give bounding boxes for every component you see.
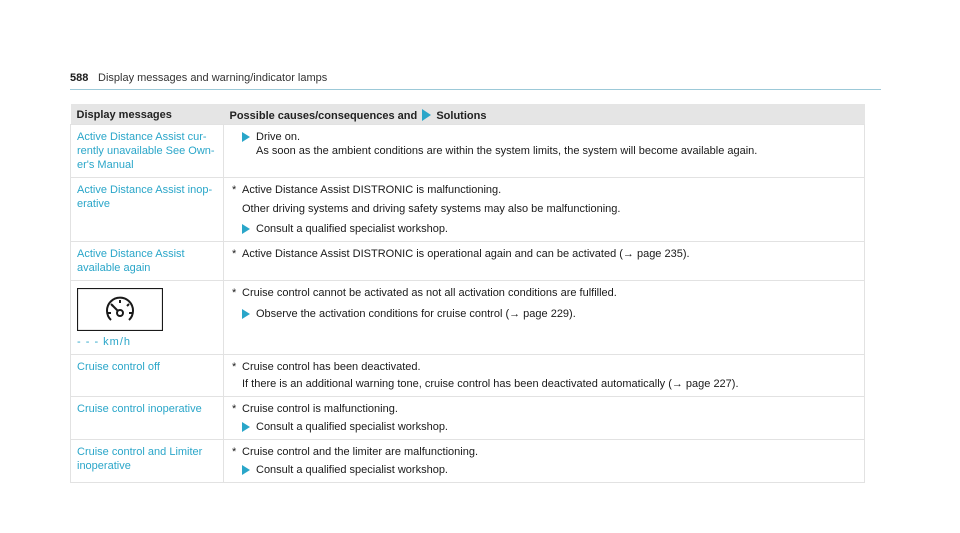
bullet-star: *: [232, 287, 237, 299]
solution-text: Consult a qualified specialist workshop.: [256, 223, 448, 235]
message-line: Cruise control inoperative: [77, 403, 202, 415]
solution-arrow-icon: [242, 422, 250, 432]
message-line: rently unavailable See Own-: [77, 145, 215, 157]
cause-text: Cruise control and the limiter are malfunctioning.: [242, 446, 479, 458]
cause-item: [230, 402, 858, 416]
col-header-causes-label: Possible causes/consequences and: [229, 109, 418, 122]
solution-text: Observe the activation conditions for cruise control (→ page 229).: [256, 308, 576, 320]
solution-arrow-icon: [242, 309, 250, 319]
message-line: er's Manual: [77, 159, 134, 171]
cause-item: [230, 360, 858, 374]
table-row: [71, 178, 865, 242]
message-line: Active Distance Assist inop-: [77, 184, 213, 196]
solution-item: [230, 222, 858, 236]
solution-arrow-icon: [422, 109, 431, 121]
col-header-messages: Display messages: [71, 104, 224, 125]
speed-readout: - - - km/h: [77, 336, 131, 348]
solution-item: [230, 130, 858, 158]
solution-text: Consult a qualified specialist workshop.: [256, 421, 448, 433]
causes-cell: [224, 178, 865, 242]
col-header-causes: [224, 104, 865, 125]
causes-cell: [224, 242, 865, 281]
solution-arrow-icon: [242, 132, 250, 142]
message-cell: [71, 355, 224, 397]
causes-cell: [224, 440, 865, 483]
solution-arrow-icon: [242, 465, 250, 475]
bullet-star: *: [232, 403, 237, 415]
cause-text: Cruise control has been deactivated.: [242, 361, 421, 373]
solution-text: Drive on.: [256, 131, 301, 143]
table-row: [71, 355, 865, 397]
table-row: [71, 125, 865, 178]
table-header-row: [71, 104, 865, 125]
solution-text: As soon as the ambient conditions are within the system limits, the system will become available again.: [256, 145, 758, 157]
message-cell: [71, 242, 224, 281]
note-text: If there is an additional warning tone, cruise control has been deactivated automatically (→ page 227).: [242, 378, 739, 390]
bullet-star: *: [232, 361, 237, 373]
page-number: 588: [70, 72, 89, 84]
message-line: erative: [77, 198, 111, 210]
page-header: [70, 72, 881, 90]
solution-item: [230, 463, 858, 477]
cause-item: [230, 183, 858, 197]
cause-item: [230, 247, 858, 261]
message-line: Cruise control and Limiter: [77, 446, 203, 458]
solution-item: [230, 307, 858, 321]
bullet-star: *: [232, 184, 237, 196]
causes-cell: [224, 355, 865, 397]
solution-arrow-icon: [242, 224, 250, 234]
bullet-star: *: [232, 248, 237, 260]
page-title: Display messages and warning/indicator lamps: [98, 72, 328, 84]
cause-text: Cruise control is malfunctioning.: [242, 403, 398, 415]
message-line: inoperative: [77, 460, 131, 472]
message-line: available again: [77, 262, 151, 274]
table-row: [71, 242, 865, 281]
message-cell: [71, 397, 224, 440]
table-row: [71, 440, 865, 483]
solution-text: Consult a qualified specialist workshop.: [256, 464, 448, 476]
display-messages-table: [70, 104, 865, 483]
message-line: Cruise control off: [77, 361, 160, 373]
table-row: [71, 397, 865, 440]
speedometer-icon: [77, 288, 163, 331]
bullet-star: *: [232, 446, 237, 458]
causes-cell: [224, 281, 865, 355]
col-header-solutions-label: Solutions: [436, 109, 487, 122]
cause-text: Cruise control cannot be activated as not all activation conditions are fulfilled.: [242, 287, 617, 299]
causes-cell: [224, 397, 865, 440]
cause-item: [230, 286, 858, 300]
causes-cell: [224, 125, 865, 178]
cause-item: [230, 445, 858, 459]
cause-text: Active Distance Assist DISTRONIC is operational again and can be activated (→ page 235).: [242, 248, 690, 260]
message-line: Active Distance Assist cur-: [77, 131, 207, 143]
note-text: Other driving systems and driving safety systems may also be malfunctioning.: [242, 203, 621, 215]
cause-text: Active Distance Assist DISTRONIC is malfunctioning.: [242, 184, 502, 196]
message-cell: [71, 178, 224, 242]
table-row: [71, 281, 865, 355]
message-line: Active Distance Assist: [77, 248, 185, 260]
message-cell: [71, 125, 224, 178]
message-cell: [71, 440, 224, 483]
solution-item: [230, 420, 858, 434]
message-cell: [71, 281, 224, 355]
